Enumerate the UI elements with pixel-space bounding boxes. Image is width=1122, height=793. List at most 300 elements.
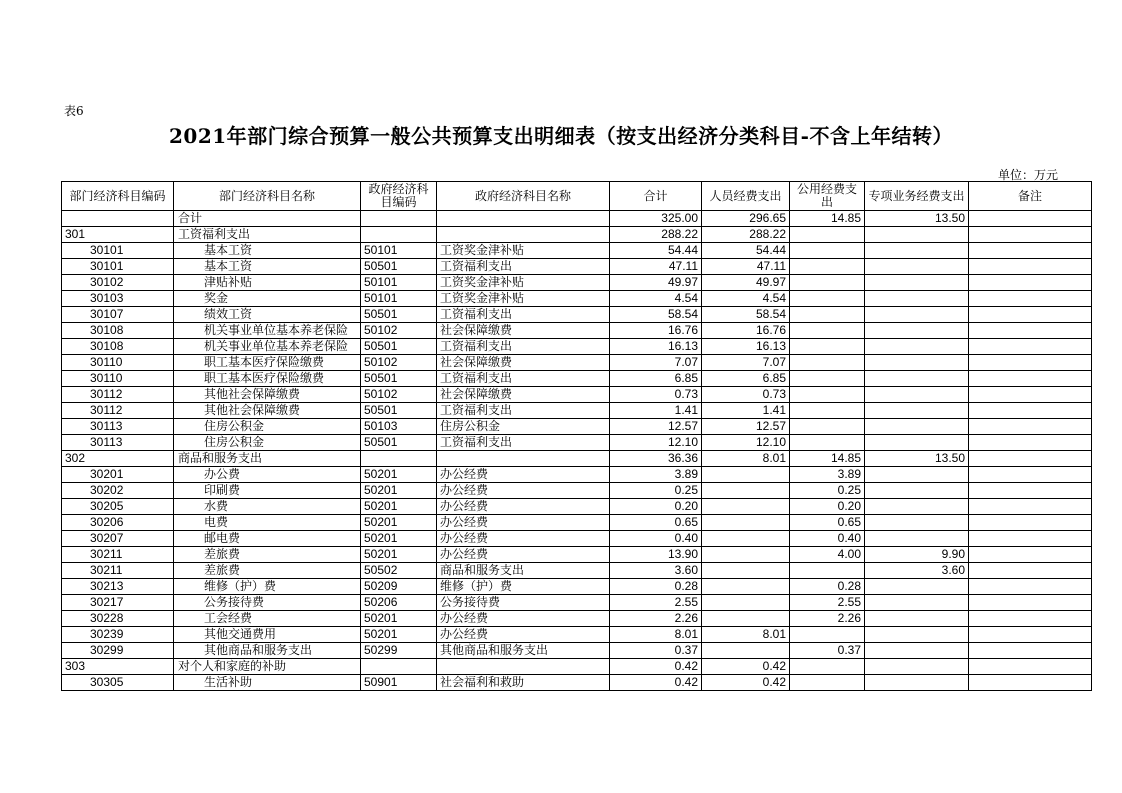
public-cell: 14.85 (790, 451, 865, 467)
gov-name-cell: 办公经费 (437, 627, 610, 643)
personnel-cell: 1.41 (702, 403, 790, 419)
personnel-cell (702, 563, 790, 579)
gov-name-cell: 社会保障缴费 (437, 355, 610, 371)
remark-cell (969, 323, 1092, 339)
special-cell (865, 627, 969, 643)
table-row (62, 211, 1092, 227)
dept-name-cell: 生活补助 (174, 675, 361, 691)
remark-cell (969, 355, 1092, 371)
special-cell: 13.50 (865, 451, 969, 467)
total-cell: 3.89 (610, 467, 702, 483)
total-cell: 2.26 (610, 611, 702, 627)
dept-code-cell: 30202 (62, 483, 174, 499)
public-cell: 3.89 (790, 467, 865, 483)
gov-code-cell: 50201 (361, 611, 437, 627)
dept-name-cell: 其他商品和服务支出 (174, 643, 361, 659)
gov-name-cell: 办公经费 (437, 515, 610, 531)
gov-name-cell: 其他商品和服务支出 (437, 643, 610, 659)
gov-code-cell: 50901 (361, 675, 437, 691)
dept-code-cell (62, 211, 174, 227)
remark-cell (969, 627, 1092, 643)
dept-code-cell: 30211 (62, 547, 174, 563)
personnel-cell (702, 579, 790, 595)
table-row (62, 451, 1092, 467)
public-cell (790, 243, 865, 259)
special-cell: 9.90 (865, 547, 969, 563)
gov-name-cell: 办公经费 (437, 467, 610, 483)
special-cell (865, 595, 969, 611)
dept-code-cell: 30201 (62, 467, 174, 483)
dept-code-cell: 30239 (62, 627, 174, 643)
dept-name-cell: 津贴补贴 (174, 275, 361, 291)
gov-name-cell: 办公经费 (437, 611, 610, 627)
remark-cell (969, 371, 1092, 387)
table-row (62, 643, 1092, 659)
dept-name-cell: 邮电费 (174, 531, 361, 547)
total-cell: 12.57 (610, 419, 702, 435)
gov-code-cell: 50201 (361, 531, 437, 547)
dept-name-cell: 商品和服务支出 (174, 451, 361, 467)
gov-code-cell (361, 227, 437, 243)
dept-code-cell: 30102 (62, 275, 174, 291)
total-cell: 0.37 (610, 643, 702, 659)
table-row (62, 611, 1092, 627)
gov-name-cell (437, 227, 610, 243)
header-total: 合计 (610, 182, 702, 211)
personnel-cell: 49.97 (702, 275, 790, 291)
remark-cell (969, 595, 1092, 611)
gov-name-cell: 工资福利支出 (437, 339, 610, 355)
special-cell: 13.50 (865, 211, 969, 227)
dept-code-cell: 30205 (62, 499, 174, 515)
special-cell (865, 323, 969, 339)
gov-code-cell: 50101 (361, 291, 437, 307)
remark-cell (969, 291, 1092, 307)
table-row (62, 243, 1092, 259)
total-cell: 4.54 (610, 291, 702, 307)
special-cell (865, 339, 969, 355)
gov-name-cell (437, 451, 610, 467)
table-row (62, 595, 1092, 611)
public-cell (790, 323, 865, 339)
gov-name-cell: 住房公积金 (437, 419, 610, 435)
total-cell: 288.22 (610, 227, 702, 243)
personnel-cell (702, 499, 790, 515)
total-cell: 0.20 (610, 499, 702, 515)
remark-cell (969, 515, 1092, 531)
remark-cell (969, 675, 1092, 691)
table-row (62, 531, 1092, 547)
dept-code-cell: 30101 (62, 243, 174, 259)
table-row (62, 387, 1092, 403)
public-cell (790, 371, 865, 387)
page-title: 2021年部门综合预算一般公共预算支出明细表（按支出经济分类科目-不含上年结转） (169, 124, 953, 148)
table-row (62, 275, 1092, 291)
table-row (62, 323, 1092, 339)
remark-cell (969, 467, 1092, 483)
personnel-cell (702, 467, 790, 483)
dept-name-cell: 住房公积金 (174, 419, 361, 435)
table-row (62, 291, 1092, 307)
total-cell: 0.42 (610, 675, 702, 691)
gov-name-cell: 公务接待费 (437, 595, 610, 611)
gov-code-cell: 50501 (361, 339, 437, 355)
table-row (62, 371, 1092, 387)
gov-code-cell: 50502 (361, 563, 437, 579)
remark-cell (969, 579, 1092, 595)
dept-name-cell: 机关事业单位基本养老保险 (174, 339, 361, 355)
personnel-cell: 4.54 (702, 291, 790, 307)
header-gov-name: 政府经济科目名称 (437, 182, 610, 211)
personnel-cell: 0.42 (702, 659, 790, 675)
public-cell: 0.65 (790, 515, 865, 531)
personnel-cell (702, 595, 790, 611)
personnel-cell: 296.65 (702, 211, 790, 227)
public-cell: 0.25 (790, 483, 865, 499)
total-cell: 0.40 (610, 531, 702, 547)
remark-cell (969, 387, 1092, 403)
public-cell: 2.26 (790, 611, 865, 627)
dept-name-cell: 工资福利支出 (174, 227, 361, 243)
remark-cell (969, 611, 1092, 627)
gov-name-cell: 工资福利支出 (437, 403, 610, 419)
dept-code-cell: 30113 (62, 419, 174, 435)
public-cell (790, 307, 865, 323)
total-cell: 0.25 (610, 483, 702, 499)
table-row (62, 659, 1092, 675)
dept-code-cell: 30110 (62, 371, 174, 387)
table-row (62, 227, 1092, 243)
remark-cell (969, 419, 1092, 435)
gov-name-cell: 工资奖金津补贴 (437, 291, 610, 307)
gov-code-cell: 50201 (361, 515, 437, 531)
gov-name-cell: 办公经费 (437, 547, 610, 563)
dept-name-cell: 基本工资 (174, 243, 361, 259)
gov-name-cell: 社会福利和救助 (437, 675, 610, 691)
special-cell (865, 243, 969, 259)
table-row (62, 435, 1092, 451)
total-cell: 7.07 (610, 355, 702, 371)
gov-code-cell (361, 451, 437, 467)
public-cell (790, 355, 865, 371)
remark-cell (969, 547, 1092, 563)
dept-name-cell: 公务接待费 (174, 595, 361, 611)
public-cell (790, 275, 865, 291)
public-cell (790, 387, 865, 403)
special-cell (865, 499, 969, 515)
total-cell: 36.36 (610, 451, 702, 467)
personnel-cell: 0.42 (702, 675, 790, 691)
gov-code-cell: 50501 (361, 307, 437, 323)
gov-code-cell (361, 211, 437, 227)
special-cell (865, 275, 969, 291)
total-cell: 16.76 (610, 323, 702, 339)
table-body (62, 182, 1092, 691)
remark-cell (969, 531, 1092, 547)
table-row (62, 483, 1092, 499)
public-cell (790, 339, 865, 355)
personnel-cell: 8.01 (702, 627, 790, 643)
table-row (62, 259, 1092, 275)
gov-name-cell: 工资福利支出 (437, 435, 610, 451)
public-cell (790, 435, 865, 451)
table-row (62, 403, 1092, 419)
table-row (62, 339, 1092, 355)
gov-code-cell: 50501 (361, 259, 437, 275)
remark-cell (969, 211, 1092, 227)
personnel-cell (702, 643, 790, 659)
remark-cell (969, 259, 1092, 275)
dept-name-cell: 印刷费 (174, 483, 361, 499)
special-cell (865, 675, 969, 691)
dept-code-cell: 30107 (62, 307, 174, 323)
gov-code-cell: 50102 (361, 355, 437, 371)
remark-cell (969, 451, 1092, 467)
gov-code-cell: 50299 (361, 643, 437, 659)
remark-cell (969, 499, 1092, 515)
special-cell (865, 659, 969, 675)
remark-cell (969, 659, 1092, 675)
personnel-cell: 16.13 (702, 339, 790, 355)
public-cell (790, 563, 865, 579)
personnel-cell: 12.57 (702, 419, 790, 435)
header-dept-name: 部门经济科目名称 (174, 182, 361, 211)
gov-code-cell: 50501 (361, 435, 437, 451)
dept-code-cell: 30108 (62, 323, 174, 339)
gov-name-cell: 办公经费 (437, 531, 610, 547)
dept-code-cell: 301 (62, 227, 174, 243)
public-cell (790, 659, 865, 675)
header-remark: 备注 (969, 182, 1092, 211)
personnel-cell: 7.07 (702, 355, 790, 371)
total-cell: 49.97 (610, 275, 702, 291)
gov-code-cell: 50501 (361, 403, 437, 419)
gov-name-cell (437, 211, 610, 227)
gov-code-cell: 50102 (361, 323, 437, 339)
special-cell (865, 307, 969, 323)
table-row (62, 307, 1092, 323)
personnel-cell (702, 531, 790, 547)
personnel-cell: 58.54 (702, 307, 790, 323)
gov-code-cell: 50201 (361, 483, 437, 499)
dept-name-cell: 差旅费 (174, 563, 361, 579)
special-cell (865, 483, 969, 499)
personnel-cell: 288.22 (702, 227, 790, 243)
total-cell: 54.44 (610, 243, 702, 259)
dept-name-cell: 其他社会保障缴费 (174, 403, 361, 419)
table-number: 表6 (64, 104, 84, 118)
table-row (62, 563, 1092, 579)
public-cell: 2.55 (790, 595, 865, 611)
public-cell (790, 227, 865, 243)
gov-code-cell: 50206 (361, 595, 437, 611)
gov-code-cell: 50201 (361, 627, 437, 643)
gov-code-cell: 50201 (361, 547, 437, 563)
dept-code-cell: 30112 (62, 403, 174, 419)
special-cell (865, 403, 969, 419)
dept-name-cell: 机关事业单位基本养老保险 (174, 323, 361, 339)
total-cell: 47.11 (610, 259, 702, 275)
personnel-cell (702, 483, 790, 499)
remark-cell (969, 275, 1092, 291)
table-row (62, 515, 1092, 531)
public-cell (790, 259, 865, 275)
personnel-cell: 16.76 (702, 323, 790, 339)
total-cell: 0.73 (610, 387, 702, 403)
total-cell: 16.13 (610, 339, 702, 355)
special-cell (865, 643, 969, 659)
public-cell (790, 675, 865, 691)
table-row (62, 419, 1092, 435)
special-cell: 3.60 (865, 563, 969, 579)
dept-name-cell: 水费 (174, 499, 361, 515)
gov-name-cell: 工资福利支出 (437, 307, 610, 323)
special-cell (865, 387, 969, 403)
dept-name-cell: 其他社会保障缴费 (174, 387, 361, 403)
dept-code-cell: 30305 (62, 675, 174, 691)
special-cell (865, 355, 969, 371)
dept-name-cell: 基本工资 (174, 259, 361, 275)
personnel-cell (702, 547, 790, 563)
total-cell: 0.28 (610, 579, 702, 595)
dept-name-cell: 住房公积金 (174, 435, 361, 451)
gov-name-cell: 维修（护）费 (437, 579, 610, 595)
public-cell: 0.28 (790, 579, 865, 595)
header-special: 专项业务经费支出 (865, 182, 969, 211)
header-gov-code: 政府经济科目编码 (361, 182, 437, 211)
table-row (62, 355, 1092, 371)
dept-code-cell: 30206 (62, 515, 174, 531)
total-cell: 0.42 (610, 659, 702, 675)
header-public: 公用经费支出 (790, 182, 865, 211)
gov-name-cell: 工资福利支出 (437, 259, 610, 275)
gov-name-cell: 办公经费 (437, 499, 610, 515)
dept-name-cell: 工会经费 (174, 611, 361, 627)
public-cell (790, 291, 865, 307)
dept-code-cell: 30101 (62, 259, 174, 275)
remark-cell (969, 403, 1092, 419)
header-row (62, 182, 1092, 211)
budget-table (61, 181, 1092, 691)
dept-name-cell: 对个人和家庭的补助 (174, 659, 361, 675)
total-cell: 12.10 (610, 435, 702, 451)
public-cell (790, 627, 865, 643)
gov-code-cell: 50103 (361, 419, 437, 435)
personnel-cell (702, 611, 790, 627)
dept-code-cell: 30103 (62, 291, 174, 307)
unit-label: 单位：万元 (997, 168, 1058, 182)
dept-name-cell: 维修（护）费 (174, 579, 361, 595)
gov-code-cell: 50101 (361, 243, 437, 259)
dept-name-cell: 奖金 (174, 291, 361, 307)
gov-name-cell: 社会保障缴费 (437, 323, 610, 339)
total-cell: 1.41 (610, 403, 702, 419)
dept-code-cell: 303 (62, 659, 174, 675)
personnel-cell: 54.44 (702, 243, 790, 259)
table-row (62, 675, 1092, 691)
gov-code-cell: 50201 (361, 499, 437, 515)
total-cell: 3.60 (610, 563, 702, 579)
total-cell: 13.90 (610, 547, 702, 563)
dept-code-cell: 30217 (62, 595, 174, 611)
dept-code-cell: 302 (62, 451, 174, 467)
dept-code-cell: 30207 (62, 531, 174, 547)
personnel-cell: 12.10 (702, 435, 790, 451)
table-row (62, 467, 1092, 483)
header-dept-code: 部门经济科目编码 (62, 182, 174, 211)
gov-name-cell: 工资奖金津补贴 (437, 243, 610, 259)
dept-code-cell: 30108 (62, 339, 174, 355)
personnel-cell: 6.85 (702, 371, 790, 387)
gov-name-cell: 工资奖金津补贴 (437, 275, 610, 291)
dept-name-cell: 办公费 (174, 467, 361, 483)
remark-cell (969, 643, 1092, 659)
dept-code-cell: 30299 (62, 643, 174, 659)
gov-name-cell: 社会保障缴费 (437, 387, 610, 403)
personnel-cell (702, 515, 790, 531)
dept-name-cell: 其他交通费用 (174, 627, 361, 643)
dept-name-cell: 职工基本医疗保险缴费 (174, 355, 361, 371)
special-cell (865, 579, 969, 595)
special-cell (865, 371, 969, 387)
remark-cell (969, 339, 1092, 355)
special-cell (865, 291, 969, 307)
gov-name-cell: 工资福利支出 (437, 371, 610, 387)
public-cell: 0.37 (790, 643, 865, 659)
total-cell: 2.55 (610, 595, 702, 611)
personnel-cell: 47.11 (702, 259, 790, 275)
dept-code-cell: 30213 (62, 579, 174, 595)
dept-code-cell: 30113 (62, 435, 174, 451)
gov-name-cell (437, 659, 610, 675)
special-cell (865, 259, 969, 275)
public-cell (790, 419, 865, 435)
remark-cell (969, 243, 1092, 259)
gov-code-cell: 50209 (361, 579, 437, 595)
dept-code-cell: 30211 (62, 563, 174, 579)
remark-cell (969, 563, 1092, 579)
dept-code-cell: 30112 (62, 387, 174, 403)
special-cell (865, 467, 969, 483)
table-row (62, 579, 1092, 595)
public-cell: 14.85 (790, 211, 865, 227)
gov-name-cell: 商品和服务支出 (437, 563, 610, 579)
special-cell (865, 611, 969, 627)
public-cell: 4.00 (790, 547, 865, 563)
gov-name-cell: 办公经费 (437, 483, 610, 499)
table-row (62, 499, 1092, 515)
gov-code-cell: 50501 (361, 371, 437, 387)
public-cell (790, 403, 865, 419)
special-cell (865, 435, 969, 451)
remark-cell (969, 435, 1092, 451)
remark-cell (969, 307, 1092, 323)
gov-code-cell: 50102 (361, 387, 437, 403)
total-cell: 8.01 (610, 627, 702, 643)
special-cell (865, 531, 969, 547)
dept-code-cell: 30110 (62, 355, 174, 371)
dept-name-cell: 职工基本医疗保险缴费 (174, 371, 361, 387)
dept-name-cell: 差旅费 (174, 547, 361, 563)
public-cell: 0.20 (790, 499, 865, 515)
header-personnel: 人员经费支出 (702, 182, 790, 211)
personnel-cell: 8.01 (702, 451, 790, 467)
special-cell (865, 227, 969, 243)
special-cell (865, 515, 969, 531)
dept-code-cell: 30228 (62, 611, 174, 627)
gov-code-cell: 50201 (361, 467, 437, 483)
remark-cell (969, 227, 1092, 243)
